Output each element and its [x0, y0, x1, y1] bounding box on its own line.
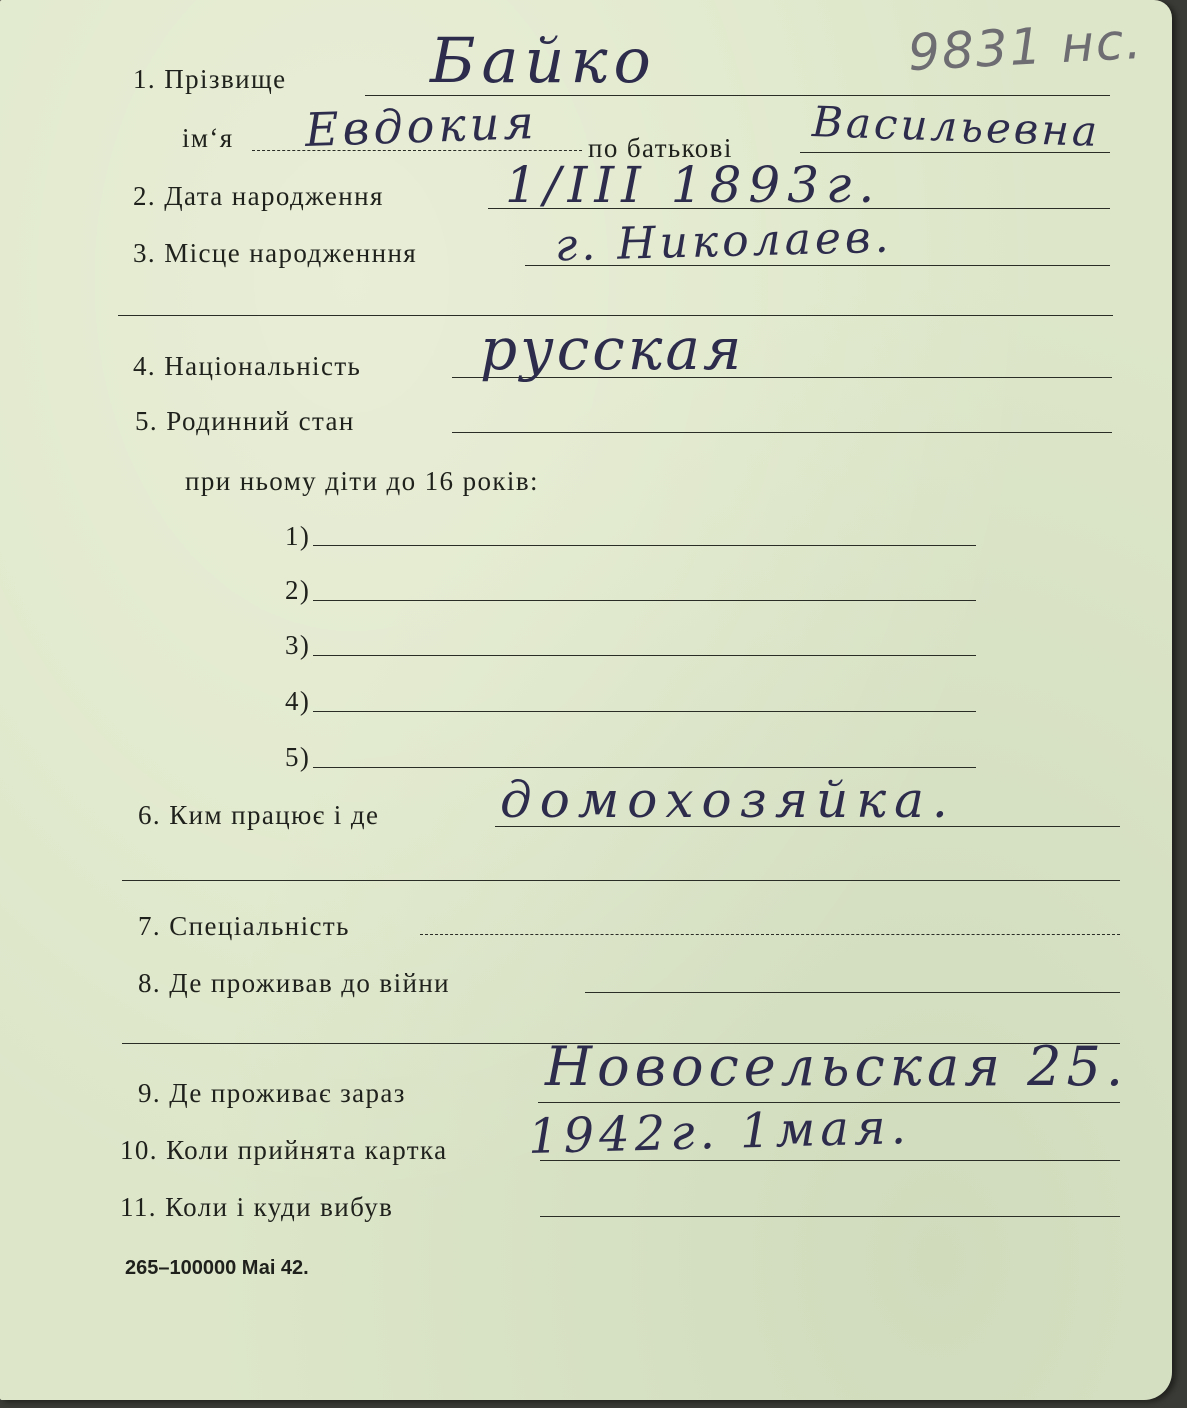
- child-1-label: 1): [285, 521, 311, 551]
- child-5-label: 5): [285, 742, 311, 772]
- nationality-value: русская: [480, 315, 745, 383]
- marital-status-line: [452, 432, 1112, 433]
- child-5-line: [313, 767, 976, 768]
- departed-line: [540, 1216, 1120, 1217]
- patronymic-label: по батькові: [588, 133, 733, 163]
- card-accepted-label: 10. Коли прийнята картка: [120, 1135, 448, 1165]
- card-accepted-value: 1942г. 1мая.: [527, 1098, 912, 1166]
- first-name-value: Евдокия: [304, 94, 539, 158]
- surname-value: Байко: [430, 24, 657, 97]
- archive-number: 9831 нс.: [906, 11, 1145, 83]
- child-3-label: 3): [285, 630, 311, 660]
- birth-date-label: 2. Дата народження: [133, 181, 384, 211]
- prewar-residence-line: [585, 992, 1120, 993]
- child-4-label: 4): [285, 686, 311, 716]
- marital-status-label: 5. Родинний стан: [135, 406, 355, 436]
- birth-place-value: г. Николаев.: [554, 211, 894, 272]
- occupation-line-2: [122, 880, 1120, 881]
- child-2-line: [313, 600, 976, 601]
- child-2-label: 2): [285, 575, 311, 605]
- print-code: 265–100000 Маі 42.: [125, 1257, 309, 1279]
- current-residence-value: Новосельская 25.: [545, 1035, 1129, 1098]
- current-residence-label: 9. Де проживає зараз: [138, 1078, 406, 1108]
- nationality-label: 4. Національність: [133, 351, 362, 381]
- child-4-line: [313, 711, 976, 712]
- patronymic-value: Васильевна: [811, 96, 1101, 157]
- child-3-line: [313, 655, 976, 656]
- prewar-residence-label: 8. Де проживав до війни: [138, 968, 451, 998]
- child-1-line: [313, 545, 976, 546]
- birth-place-label: 3. Місце народженння: [133, 238, 418, 268]
- surname-label: 1. Прізвище: [133, 64, 287, 94]
- occupation-label: 6. Ким працює і де: [138, 800, 380, 830]
- children-heading: при ньому діти до 16 років:: [185, 466, 539, 496]
- occupation-value: домохозяйка.: [500, 771, 956, 829]
- first-name-label: ім‘я: [182, 123, 234, 153]
- birth-date-value: 1/III 1893г.: [505, 156, 882, 214]
- specialty-line: [420, 934, 1120, 935]
- specialty-label: 7. Спеціальність: [138, 911, 350, 941]
- departed-label: 11. Коли і куди вибув: [120, 1192, 394, 1222]
